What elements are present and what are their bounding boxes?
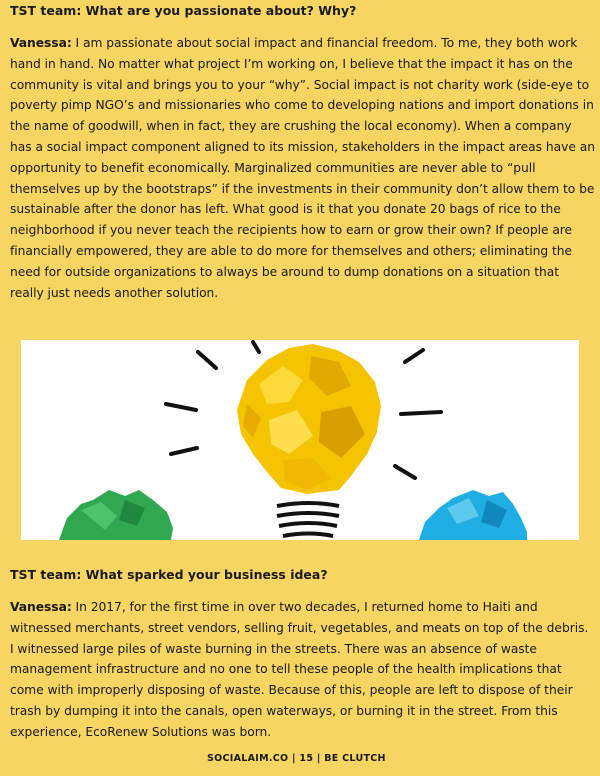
answer-paragraph-2 [10, 597, 595, 743]
answer-text-1: I am passionate about social impact and financial freedom. To me, they both work hand in hand. No matter what project I’m working on, I believe that the impact it has on the community is vital and brings you to your “why”. Social impact is not charity work (side-eye to poverty pimp NGO’s and missionaries who come to developing nations and import donations in the name of goodwill, when in fact, they are crushing the local economy). When a company has a social impact component aligned to its mission, stakeholders in the impact areas have an opportunity to benefit economically. Marginalized communities are never able to “pull themselves up by the bootstraps” if the investments in their community don’t allow them to be sustainable after the donor has left. What good is it that you donate 20 bags of rice to the neighborhood if you never teach the recipients how to earn or grow their own? If people are financially empowered, they are able to do more for themselves and others; eliminating the need for outside organizations to always be around to dump donations on a situation that really just needs another solution. [10, 36, 595, 300]
question-heading-2: TST team: What sparked your business idea? [10, 567, 328, 582]
question-heading-1: TST team: What are you passionate about? Why? [10, 3, 357, 18]
page-footer: SOCIALAIM.CO | 15 | BE CLUTCH [207, 753, 386, 764]
speaker-label: Vanessa: [10, 600, 72, 614]
speaker-label: Vanessa: [10, 36, 72, 50]
crumpled-paper-lightbulb-image [21, 340, 579, 540]
answer-text-2: In 2017, for the first time in over two decades, I returned home to Haiti and witnessed merchants, street vendors, selling fruit, vegetables, and meats on top of the debris. I witnessed large piles of waste burning in the streets. There was an absence of waste management infrastructure and no one to tell these people of the health implications that come with improperly disposing of waste. Because of this, people are left to dispose of their trash by dumping it into the canals, open waterways, or burning it in the street. From this experience, EcoRenew Solutions was born. [10, 600, 589, 739]
answer-paragraph-1 [10, 33, 595, 303]
